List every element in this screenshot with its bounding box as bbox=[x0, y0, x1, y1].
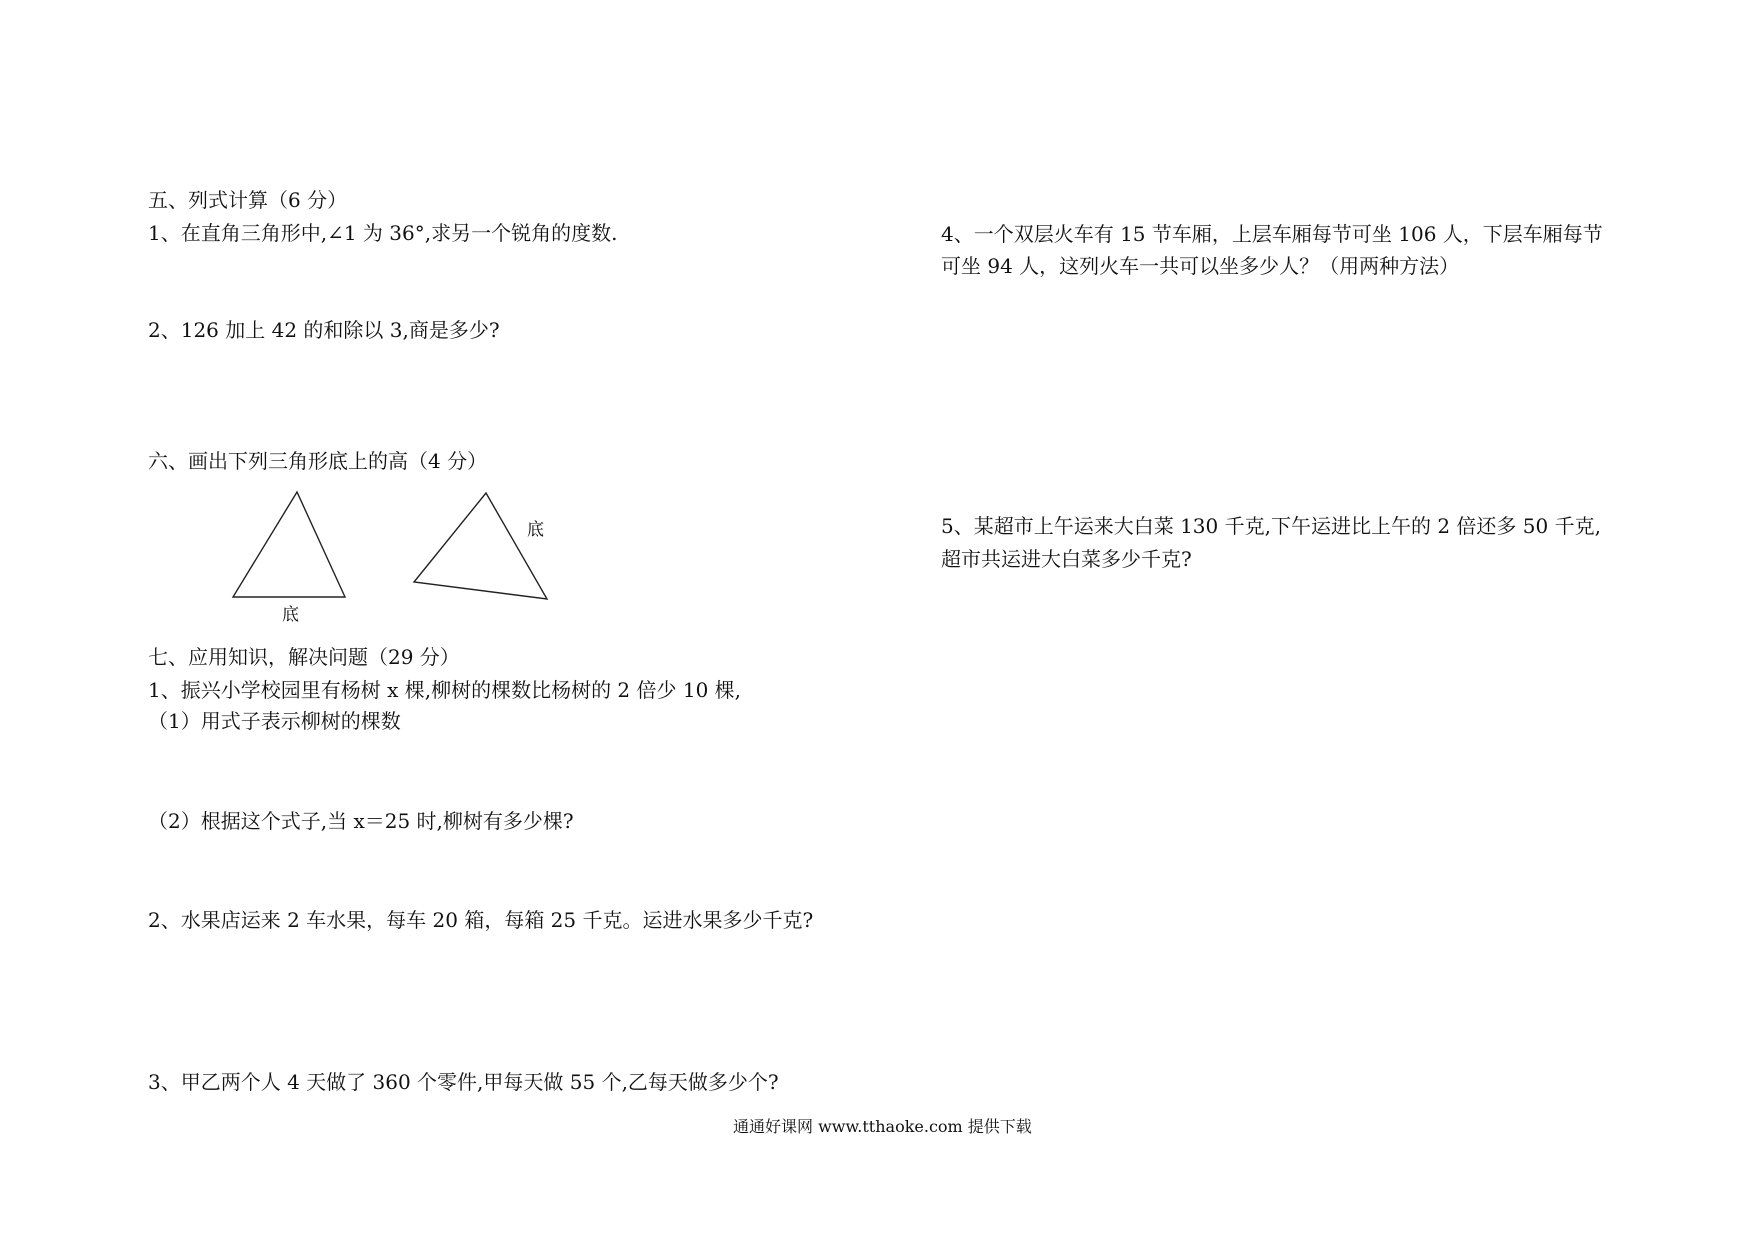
question-4-line-2: 可坐 94 人，这列火车一共可以坐多少人？（用两种方法） bbox=[941, 254, 1460, 278]
triangle-2-base-label: 底 bbox=[527, 520, 544, 540]
section-7-question-2: 2、水果店运来 2 车水果，每车 20 箱，每箱 25 千克。运进水果多少千克? bbox=[148, 908, 814, 932]
section-7-question-1: 1、振兴小学校园里有杨树 x 棵,柳树的棵数比杨树的 2 倍少 10 棵, bbox=[148, 678, 742, 702]
section-6-heading: 六、画出下列三角形底上的高（4 分） bbox=[148, 449, 488, 473]
question-5-line-2: 超市共运进大白菜多少千克? bbox=[941, 547, 1192, 571]
triangle-2 bbox=[408, 490, 558, 605]
section-5-question-2: 2、126 加上 42 的和除以 3,商是多少? bbox=[148, 318, 500, 342]
section-5-question-1: 1、在直角三角形中,∠1 为 36°,求另一个锐角的度数. bbox=[148, 221, 618, 245]
section-7-question-1-part-2: （2）根据这个式子,当 x＝25 时,柳树有多少棵? bbox=[148, 809, 574, 833]
section-7-question-3: 3、甲乙两个人 4 天做了 360 个零件,甲每天做 55 个,乙每天做多少个? bbox=[148, 1070, 779, 1094]
footer-credit: 通通好课网 www.tthaoke.com 提供下载 bbox=[733, 1117, 1032, 1136]
section-7-question-1-part-1: （1）用式子表示柳树的棵数 bbox=[148, 709, 401, 733]
section-7-heading: 七、应用知识，解决问题（29 分） bbox=[148, 645, 460, 669]
triangle-1 bbox=[230, 490, 350, 605]
question-5-line-1: 5、某超市上午运来大白菜 130 千克,下午运进比上午的 2 倍还多 50 千克, bbox=[941, 514, 1601, 538]
section-5-heading: 五、列式计算（6 分） bbox=[148, 188, 348, 212]
triangle-1-base-label: 底 bbox=[282, 605, 299, 625]
question-4-line-1: 4、一个双层火车有 15 节车厢，上层车厢每节可坐 106 人，下层车厢每节 bbox=[941, 222, 1603, 246]
